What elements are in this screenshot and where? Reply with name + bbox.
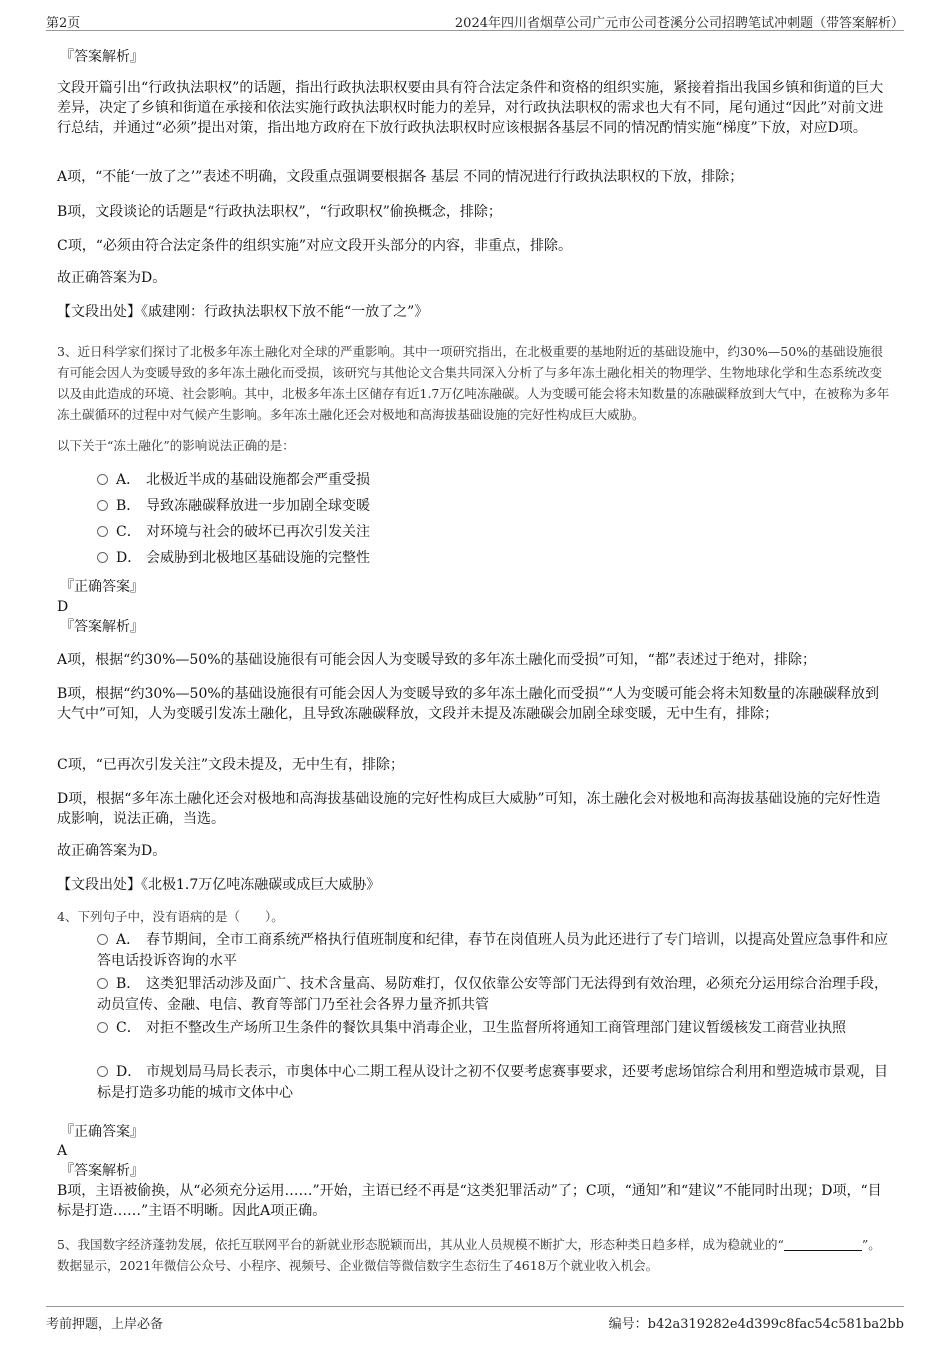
q3-option-a[interactable]: A． 北极近半成的基础设施都会严重受损 bbox=[97, 470, 892, 491]
q2-option-c-note: C项，“必须由符合法定条件的组织实施”对应文段开头部分的内容，非重点，排除。 bbox=[57, 238, 573, 254]
page-number: 第2页 bbox=[46, 16, 81, 31]
radio-icon[interactable] bbox=[97, 500, 108, 511]
q4-option-a[interactable]: A． 春节期间，全市工商系统严格执行值班制度和纪律，春节在岗值班人员为此还进行了专门培训，以提高处置应急事件和应答电话投诉咨询的水平 bbox=[97, 932, 888, 969]
q3-answer-label: 『正确答案』 bbox=[60, 579, 144, 595]
q3-conclusion: 故正确答案为D。 bbox=[57, 843, 167, 859]
radio-icon[interactable] bbox=[97, 978, 108, 989]
q3-option-d-note: D项，根据“多年冻土融化还会对极地和高海拔基础设施的完好性构成巨大威胁”可知，冻土融化会对极地和高海拔基础设施的完好性造成影响，说法正确，当选。 bbox=[57, 791, 881, 827]
q3-analysis-label: 『答案解析』 bbox=[60, 619, 144, 635]
q4-answer: A bbox=[57, 1143, 68, 1159]
page-header bbox=[46, 8, 904, 31]
radio-icon[interactable] bbox=[97, 1022, 108, 1033]
radio-icon[interactable] bbox=[97, 474, 108, 485]
document-code: 编号：b42a319282e4d399c8fac54c581ba2bb bbox=[608, 1317, 904, 1332]
q3-stem: 3、近日科学家们探讨了北极多年冻土融化对全球的严重影响。其中一项研究指出，在北极重要的基地附近的基础设施中，约30%—50%的基础设施很有可能会因人为变暖导致的多年冻土融化而受损，该研究与其他论文合集共同深入分析了与多年冻土融化相关的物理学、生物地球化学和生态系统改变以及由此造成的环境、社会影响。其中，北极多年冻土区储存有近1.7万亿吨冻融碳。人为变暖可能会将未知数量的冻融碳释放到大气中，在被称为多年冻土碳循环的过程中对气候产生影响。多年冻土融化还会对极地和高海拔基础设施的完好性构成巨大威胁。 bbox=[57, 344, 890, 422]
q3-option-a-note: A项，根据“约30%—50%的基础设施很有可能会因人为变暖导致的多年冻土融化而受损”可知，“都”表述过于绝对，排除； bbox=[57, 652, 816, 668]
q3-option-b[interactable]: B． 导致冻融碳释放进一步加剧全球变暖 bbox=[97, 496, 892, 517]
page-footer bbox=[46, 1306, 904, 1333]
radio-icon[interactable] bbox=[97, 552, 108, 563]
q4-option-d[interactable]: D． 市规划局马局长表示，市奥体中心二期工程从设计之初不仅要考虑赛事要求，还要考虑场馆综合利用和塑造城市景观，目标是打造多功能的城市文体中心 bbox=[97, 1064, 888, 1101]
radio-icon[interactable] bbox=[97, 934, 108, 945]
radio-icon[interactable] bbox=[97, 1066, 108, 1077]
q4-analysis-label: 『答案解析』 bbox=[60, 1163, 144, 1179]
q2-source: 【文段出处】《戚建刚：行政执法职权下放不能“一放了之”》 bbox=[57, 304, 429, 320]
q2-analysis-paragraph: 文段开篇引出“行政执法职权”的话题，指出行政执法职权要由具有符合法定条件和资格的组织实施，紧接着指出我国乡镇和街道的巨大差异，决定了乡镇和街道在承接和依法实施行政执法职权时能力的差异，对行政执法职权的需求也大有不同，尾句通过“因此”对前文进行总结，并通过“必须”提出对策，指出地方政府在下放行政执法职权时应该根据各基层不同的情况酌情实施“梯度”下放，对应D项。 bbox=[57, 80, 884, 136]
q4-option-c[interactable]: C． 对拒不整改生产场所卫生条件的餐饮具集中消毒企业，卫生监督所将通知工商管理部门建议暂缓核发工商营业执照 bbox=[97, 1018, 892, 1039]
q4-stem: 4、下列句子中，没有语病的是（ ）。 bbox=[57, 909, 284, 924]
q3-question: 以下关于“冻土融化”的影响说法正确的是： bbox=[57, 438, 295, 453]
q2-analysis-label: 『答案解析』 bbox=[60, 49, 144, 65]
q3-option-c[interactable]: C． 对环境与社会的破坏已再次引发关注 bbox=[97, 522, 892, 543]
q3-option-c-note: C项，“已再次引发关注”文段未提及，无中生有，排除； bbox=[57, 757, 405, 773]
q3-option-b-note: B项，根据“约30%—50%的基础设施很有可能会因人为变暖导致的多年冻土融化而受损”“人为变暖可能会将未知数量的冻融碳释放到大气中”可知，人为变暖引发冻土融化，且导致冻融碳释放，文段并未提及冻融碳会加剧全球变暖，无中生有，排除； bbox=[57, 686, 879, 722]
q5-stem: 5、我国数字经济蓬勃发展，依托互联网平台的新就业形态脱颖而出，其从业人员规模不断扩大，形态种类日趋多样，成为稳就业的“ ”。数据显示，2021年微信公众号、小程序、视频号、企业微信等微信数字生态衍生了4618万个就业收入机会。 bbox=[57, 1237, 881, 1273]
q4-option-b[interactable]: B． 这类犯罪活动涉及面广、技术含量高、易防难打，仅仅依靠公安等部门无法得到有效治理，必须充分运用综合治理手段，动员宣传、金融、电信、教育等部门乃至社会各界力量齐抓共管 bbox=[97, 976, 888, 1013]
document-title: 2024年四川省烟草公司广元市公司苍溪分公司招聘笔试冲刺题（带答案解析） bbox=[454, 16, 904, 31]
q2-conclusion: 故正确答案为D。 bbox=[57, 270, 167, 286]
q3-source: 【文段出处】《北极1.7万亿吨冻融碳或成巨大威胁》 bbox=[57, 877, 381, 893]
q3-answer: D bbox=[57, 599, 69, 615]
q4-analysis: B项，主语被偷换，从“必须充分运用……”开始，主语已经不再是“这类犯罪活动”了；C项，“通知”和“建议”不能同时出现；D项，“目标是打造……”主语不明晰。因此A项正确。 bbox=[57, 1183, 882, 1219]
q2-option-b-note: B项，文段谈论的话题是“行政执法职权”，“行政职权”偷换概念，排除； bbox=[57, 204, 502, 220]
q4-answer-label: 『正确答案』 bbox=[60, 1124, 144, 1140]
answer-blank[interactable] bbox=[784, 1236, 862, 1251]
q2-option-a-note: A项，“不能‘一放了之’”表述不明确，文段重点强调要根据各 基层 不同的情况进行行政执法职权的下放，排除； bbox=[57, 169, 744, 185]
q3-option-d[interactable]: D． 会威胁到北极地区基础设施的完整性 bbox=[97, 548, 892, 569]
radio-icon[interactable] bbox=[97, 526, 108, 537]
footer-slogan: 考前押题，上岸必备 bbox=[46, 1317, 164, 1332]
